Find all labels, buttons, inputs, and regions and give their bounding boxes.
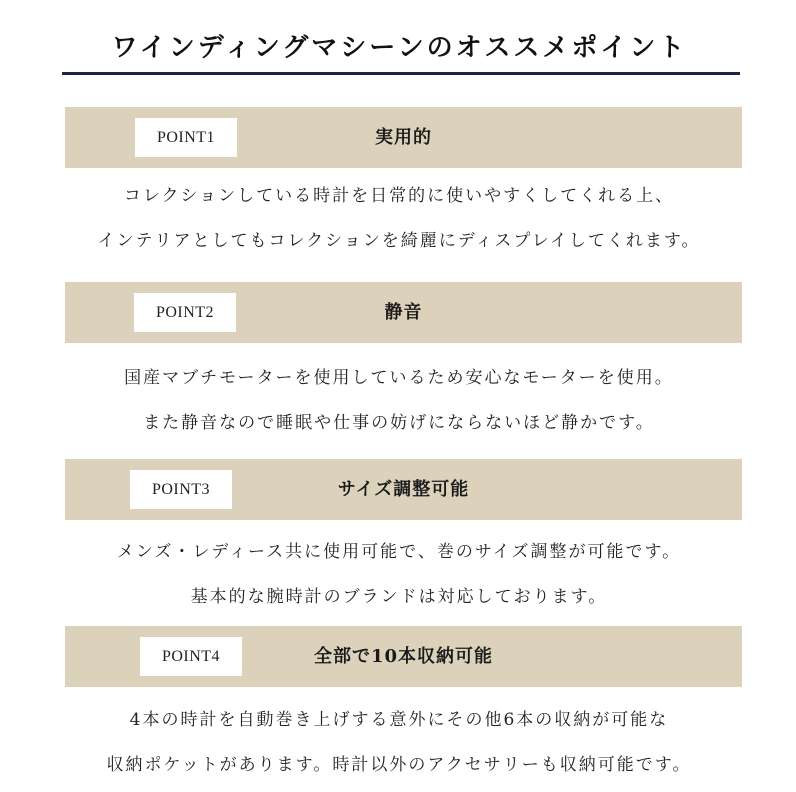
point-heading-4: 全部で10本収納可能 bbox=[313, 646, 494, 667]
description-line: 4本の時計を自動巻き上げする意外にその他6本の収納が可能な bbox=[129, 710, 669, 730]
description-line: 基本的な腕時計のブランドは対応しております。 bbox=[190, 587, 608, 607]
point-label-3: POINT3 bbox=[130, 470, 232, 509]
point-band-4 bbox=[65, 626, 742, 687]
description-line: 国産マブチモーターを使用しているため安心なモーターを使用。 bbox=[124, 368, 674, 388]
description-line: また静音なので睡眠や仕事の妨げにならないほど静かです。 bbox=[143, 413, 655, 433]
description-line: インテリアとしてもコレクションを綺麗にディスプレイしてくれます。 bbox=[97, 231, 701, 251]
point-band-1 bbox=[65, 107, 742, 168]
description-line: コレクションしている時計を日常的に使いやすくしてくれる上、 bbox=[123, 186, 675, 206]
point-description-3 bbox=[0, 530, 796, 620]
title-underline bbox=[62, 72, 740, 75]
point-description-4 bbox=[0, 698, 796, 788]
point-label-2: POINT2 bbox=[134, 293, 236, 332]
point-band-3 bbox=[65, 459, 742, 520]
point-label-1: POINT1 bbox=[135, 118, 237, 157]
point-heading-1: 実用的 bbox=[375, 127, 432, 148]
point-label-4: POINT4 bbox=[140, 637, 242, 676]
description-line: 収納ポケットがあります。時計以外のアクセサリーも収納可能です。 bbox=[106, 755, 692, 775]
page-title: ワインディングマシーンのオススメポイント bbox=[111, 33, 688, 63]
point-heading-3: サイズ調整可能 bbox=[337, 479, 470, 500]
point-description-2 bbox=[0, 356, 796, 446]
point-heading-2: 静音 bbox=[384, 302, 423, 323]
point-band-2 bbox=[65, 282, 742, 343]
point-description-1 bbox=[0, 174, 796, 264]
description-line: メンズ・レディース共に使用可能で、巻のサイズ調整が可能です。 bbox=[116, 542, 682, 562]
